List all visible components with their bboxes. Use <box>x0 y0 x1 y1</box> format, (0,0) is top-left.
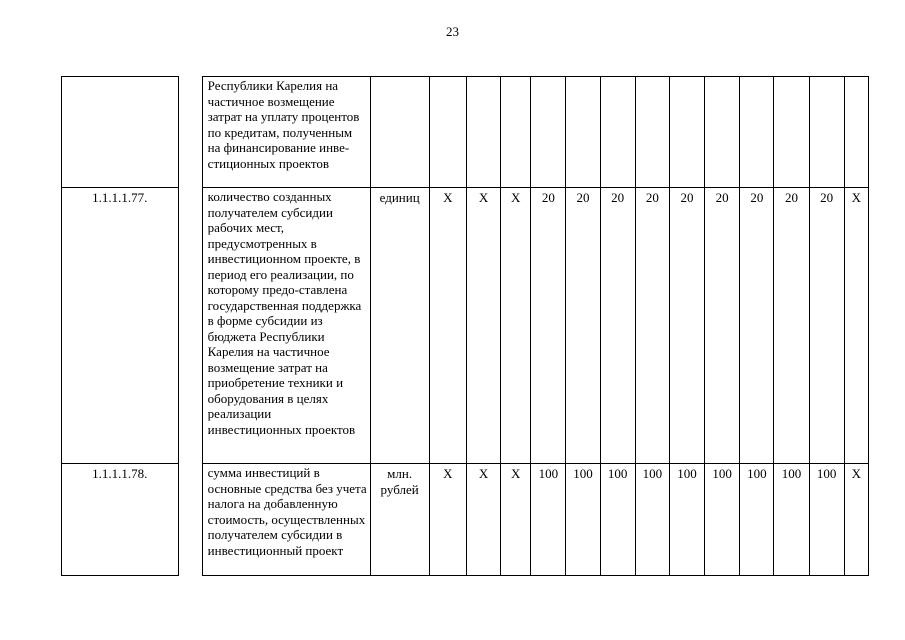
value-cell: 100 <box>774 464 809 576</box>
value-cell: 100 <box>566 464 600 576</box>
value-cell <box>466 77 500 188</box>
unit-cell: единиц <box>370 188 429 464</box>
value-cell: 20 <box>774 188 809 464</box>
value-cell <box>429 77 466 188</box>
indicator-name: Республики Карелия на частичное возмещение затрат на уплату процентов по кредитам, полученным на финансирование инве-стиционных проектов <box>202 77 370 188</box>
table-row <box>62 77 869 188</box>
indicator-table <box>61 76 869 576</box>
value-cell: Х <box>466 464 500 576</box>
value-cell <box>531 77 566 188</box>
column-gap <box>178 77 202 188</box>
value-cell: 100 <box>809 464 844 576</box>
value-cell: 100 <box>705 464 740 576</box>
row-number: 1.1.1.1.78. <box>62 464 179 576</box>
value-cell <box>844 77 868 188</box>
value-cell: 100 <box>531 464 566 576</box>
value-cell: Х <box>429 188 466 464</box>
value-cell <box>566 77 600 188</box>
value-cell: 20 <box>566 188 600 464</box>
table-row <box>62 464 869 576</box>
page-number: 23 <box>446 24 459 39</box>
value-cell: 20 <box>705 188 740 464</box>
value-cell: 100 <box>635 464 669 576</box>
unit-cell: млн. рублей <box>370 464 429 576</box>
value-cell: Х <box>429 464 466 576</box>
value-cell: Х <box>501 188 531 464</box>
value-cell: 100 <box>669 464 704 576</box>
value-cell <box>501 77 531 188</box>
indicator-name: количество созданных получателем субсидии рабочих мест, предусмотренных в инвестиционном проекте, в период его реализации, по которому предо-ставлена государственная поддержка в форме субсидии из бюджета Республики Карелия на частичное возмещение затрат на приобретение техники и оборудования в целях реализации инвестиционных проектов <box>202 188 370 464</box>
indicator-name: сумма инвестиций в основные средства без учета налога на добавленную стоимость, осуществленных получателем субсидии в инвестиционный проект <box>202 464 370 576</box>
value-cell: 100 <box>600 464 635 576</box>
value-cell: Х <box>844 464 868 576</box>
value-cell: 20 <box>669 188 704 464</box>
unit-cell <box>370 77 429 188</box>
row-number <box>62 77 179 188</box>
column-gap <box>178 464 202 576</box>
value-cell: Х <box>501 464 531 576</box>
row-number: 1.1.1.1.77. <box>62 188 179 464</box>
table-row <box>62 188 869 464</box>
value-cell <box>809 77 844 188</box>
value-cell: 20 <box>531 188 566 464</box>
value-cell <box>600 77 635 188</box>
value-cell: 20 <box>635 188 669 464</box>
value-cell: 20 <box>740 188 774 464</box>
value-cell <box>705 77 740 188</box>
value-cell: 20 <box>809 188 844 464</box>
value-cell <box>774 77 809 188</box>
value-cell <box>635 77 669 188</box>
value-cell: 20 <box>600 188 635 464</box>
column-gap <box>178 188 202 464</box>
value-cell: Х <box>466 188 500 464</box>
value-cell <box>740 77 774 188</box>
value-cell <box>669 77 704 188</box>
value-cell: Х <box>844 188 868 464</box>
value-cell: 100 <box>740 464 774 576</box>
